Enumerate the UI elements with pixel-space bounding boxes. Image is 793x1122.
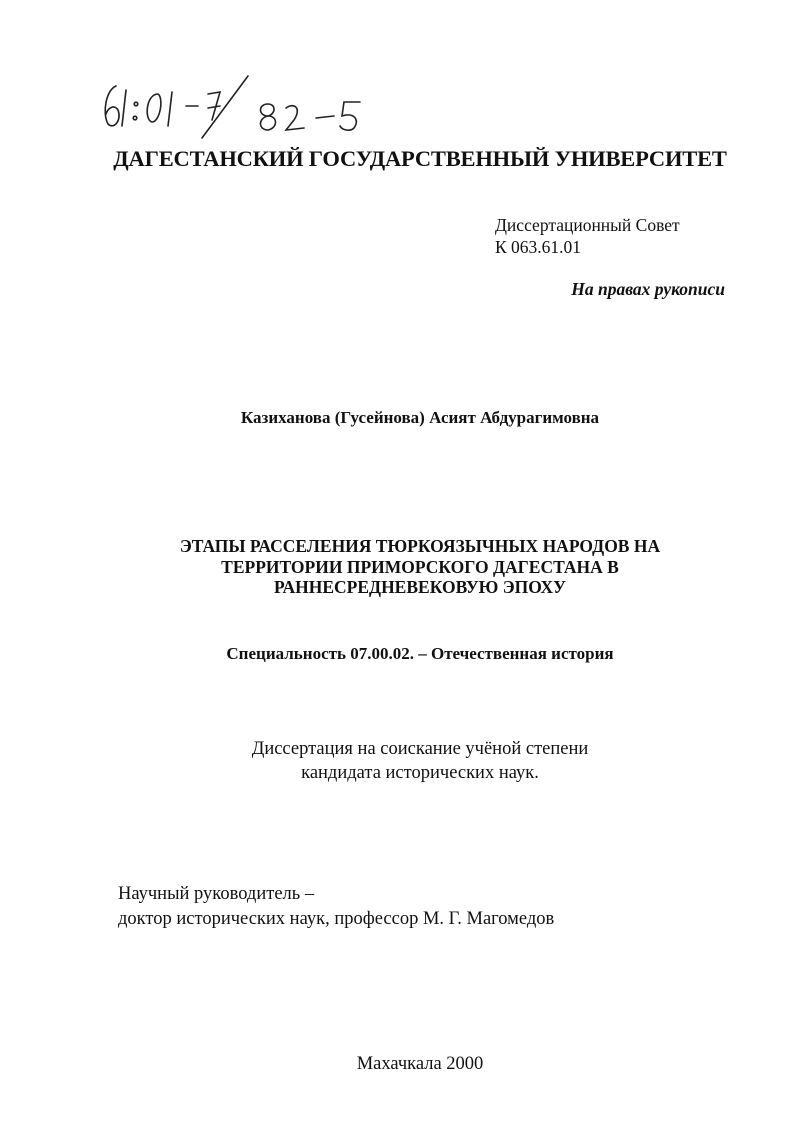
city-year: Махачкала 2000: [356, 1054, 484, 1074]
supervisor-label: Научный руководитель –: [118, 884, 315, 904]
degree-statement: [0, 737, 793, 785]
degree-line: кандидата исторических наук.: [301, 763, 539, 783]
specialty: Специальность 07.00.02. – Отечественная история: [226, 644, 614, 663]
title-line: РАННЕСРЕДНЕВЕКОВУЮ ЭПОХУ: [274, 577, 566, 597]
council-code: К 063.61.01: [495, 237, 582, 257]
university-name: ДАГЕСТАНСКИЙ ГОСУДАРСТВЕННЫЙ УНИВЕРСИТЕТ: [113, 146, 727, 171]
title-line: ЭТАПЫ РАССЕЛЕНИЯ ТЮРКОЯЗЫЧНЫХ НАРОДОВ НА: [179, 536, 661, 556]
dissertation-council: Диссертационный Совет: [495, 215, 680, 235]
dissertation-title: [0, 536, 793, 598]
degree-line: Диссертация на соискание учёной степени: [251, 739, 589, 759]
author-name: Казиханова (Гусейнова) Асият Абдурагимовна: [240, 408, 600, 427]
handwritten-catalog-code: [98, 68, 428, 148]
manuscript-rights-note: На правах рукописи: [571, 279, 725, 299]
supervisor-name: доктор исторических наук, профессор М. Г. Магомедов: [118, 909, 555, 929]
title-line: ТЕРРИТОРИИ ПРИМОРСКОГО ДАГЕСТАНА В: [221, 556, 619, 577]
